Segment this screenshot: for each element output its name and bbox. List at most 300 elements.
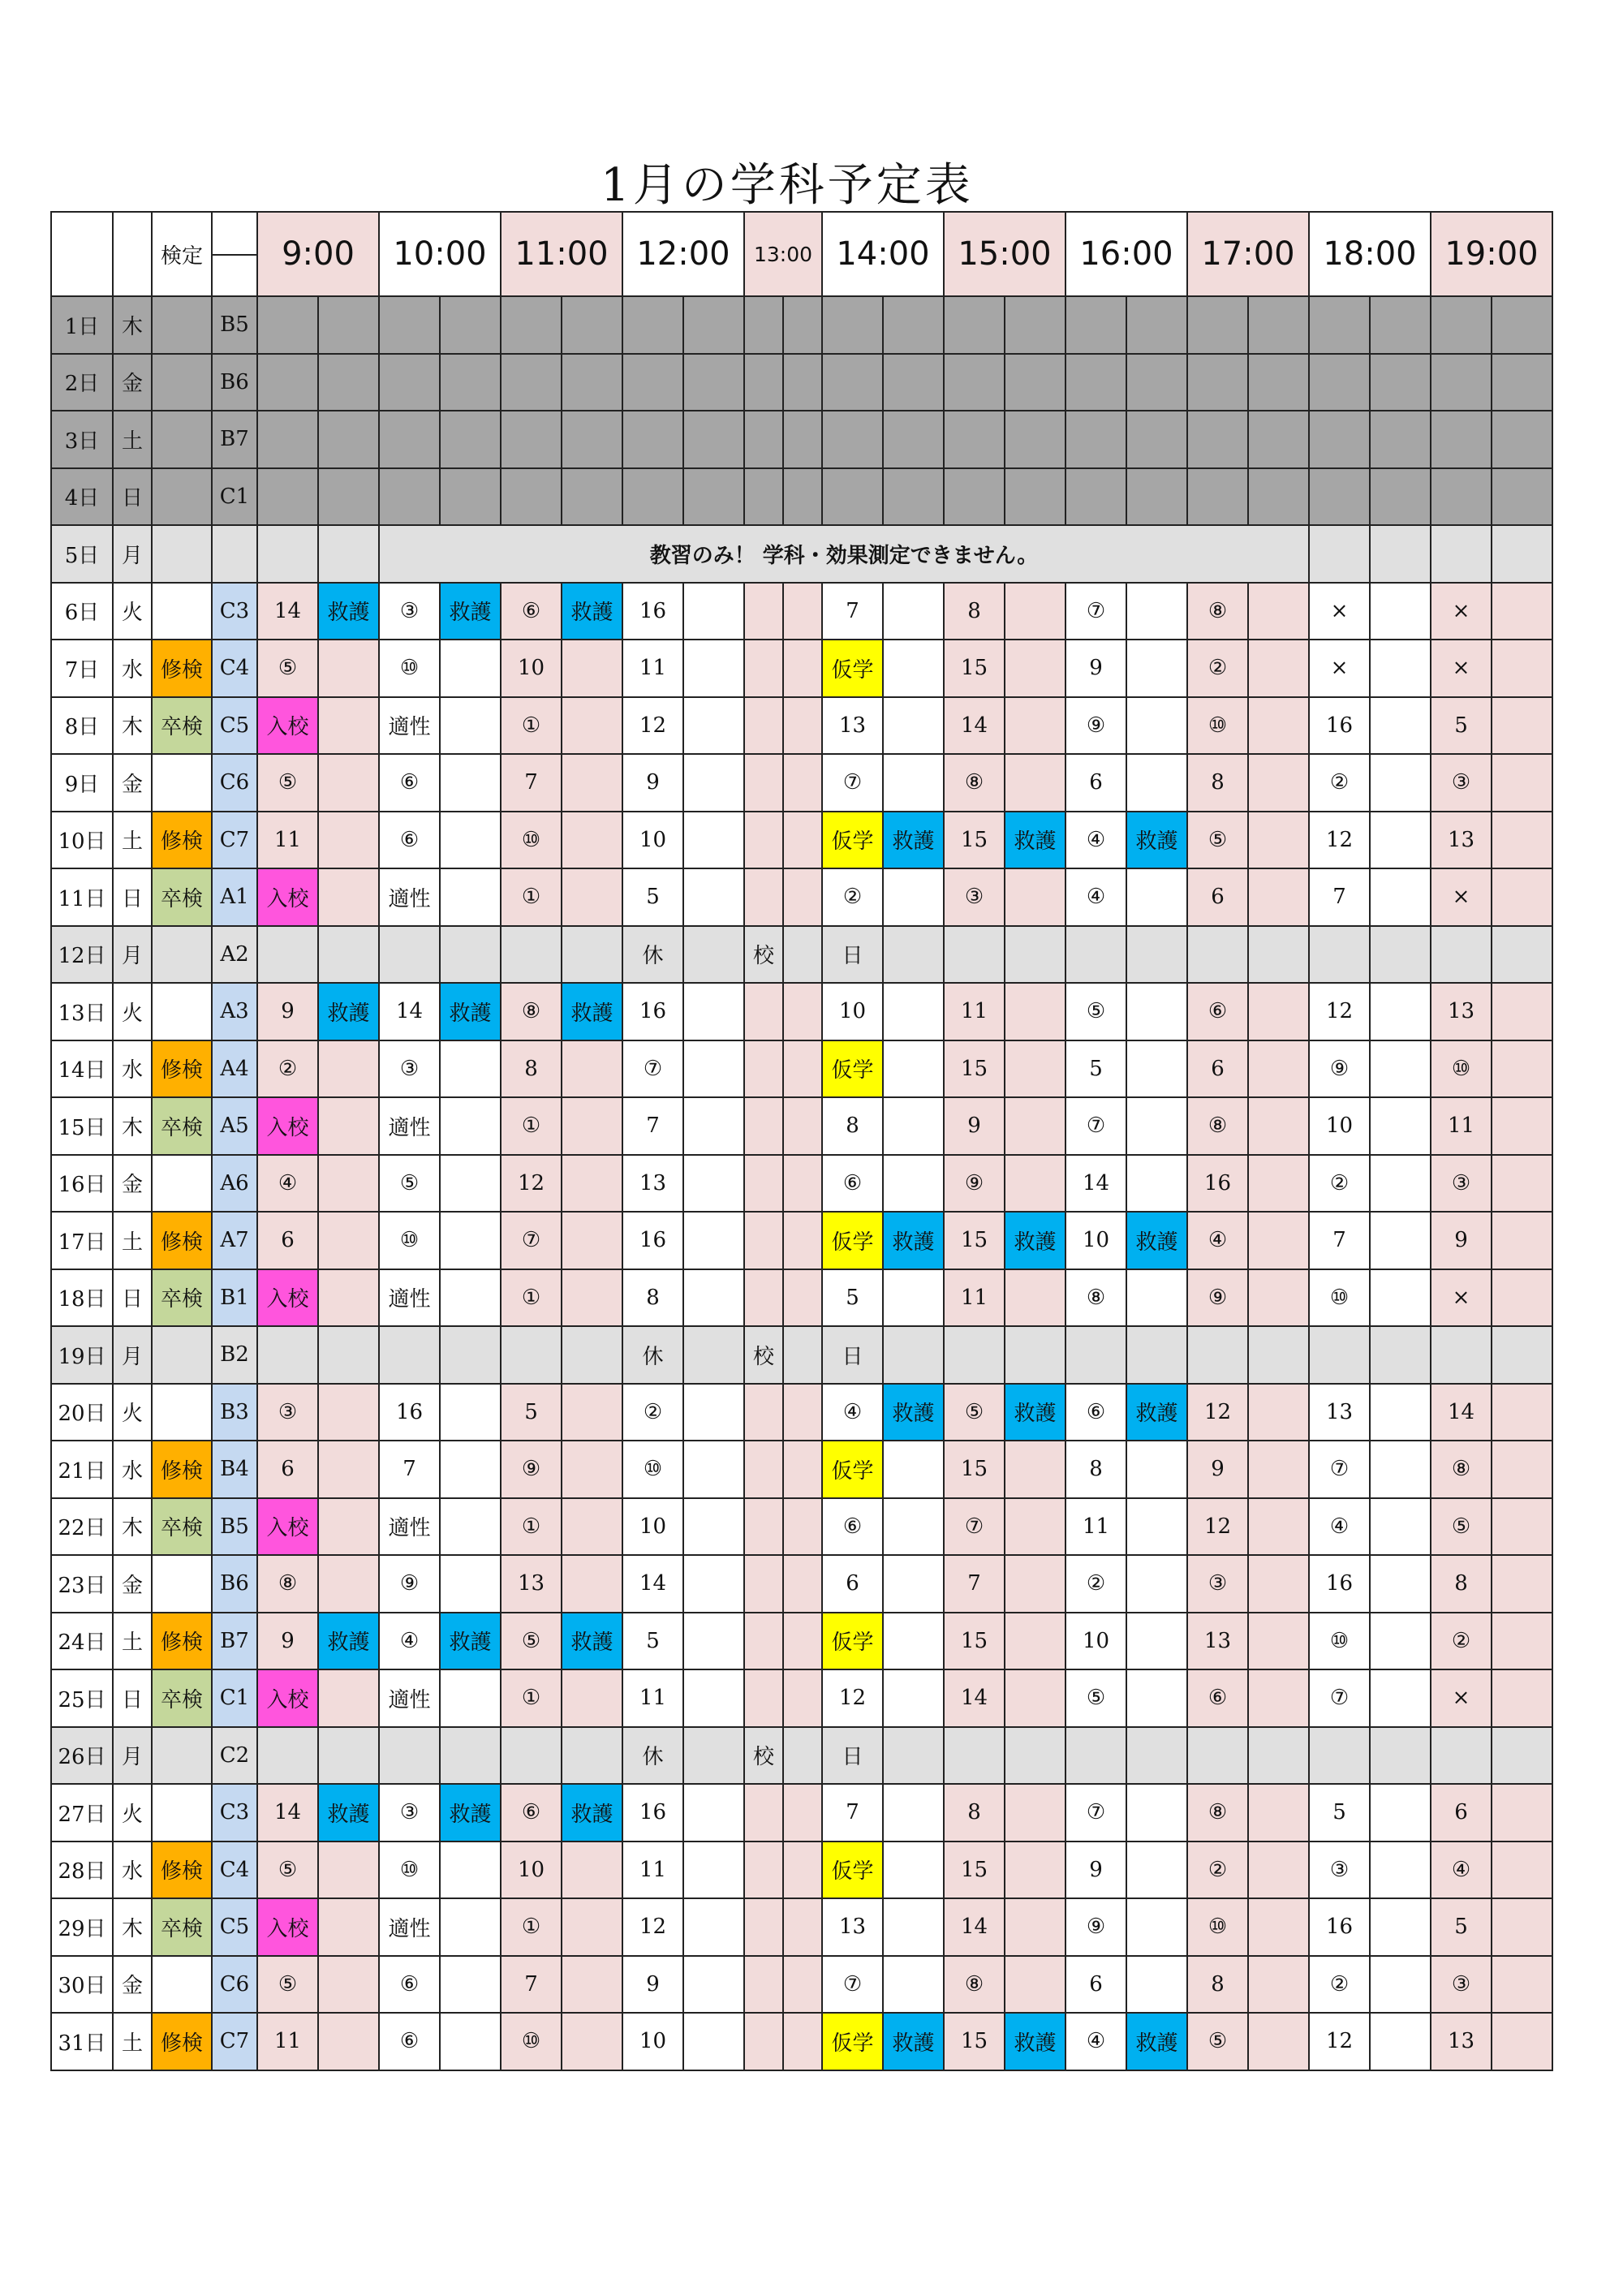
slot-cell (318, 1269, 379, 1327)
slot-cell (440, 1040, 501, 1098)
slot-cell: 6 (822, 1555, 883, 1613)
slot-cell: 16 (1309, 1555, 1370, 1613)
slot-cell: ⑤ (379, 1155, 440, 1213)
kentei-cell (152, 1326, 212, 1384)
slot-cell (1370, 1212, 1431, 1269)
weekday-cell: 金 (113, 354, 152, 411)
slot-cell (379, 926, 440, 984)
date-cell: 9日 (51, 754, 113, 812)
day-row (51, 1842, 1552, 1899)
slot-cell (783, 296, 822, 354)
slot-cell: 救護 (440, 1613, 501, 1670)
slot-cell: 15 (944, 812, 1005, 869)
slot-cell: ⑥ (379, 754, 440, 812)
slot-cell: ⑤ (1431, 1498, 1492, 1556)
slot-cell (1126, 983, 1187, 1040)
slot-cell (440, 1842, 501, 1899)
slot-cell: ② (1187, 1842, 1248, 1899)
kentei-cell: 修検 (152, 1441, 212, 1498)
slot-cell: ⑩ (379, 1842, 440, 1899)
slot-cell: ⑤ (1187, 812, 1248, 869)
slot-cell: ② (1309, 1155, 1370, 1213)
weekday-cell: 月 (113, 1727, 152, 1785)
slot-cell (562, 1212, 622, 1269)
date-cell: 19日 (51, 1326, 113, 1384)
slot-cell: 入校 (257, 1898, 318, 1956)
slot-cell (1126, 926, 1187, 984)
slot-cell (1126, 868, 1187, 926)
slot-cell (1005, 697, 1065, 755)
slot-cell (883, 296, 944, 354)
slot-cell: ⑧ (1187, 1784, 1248, 1842)
slot-cell (1431, 296, 1492, 354)
slot-cell (783, 812, 822, 869)
slot-cell (440, 1669, 501, 1727)
date-cell: 13日 (51, 983, 113, 1040)
slot-cell: 8 (1187, 754, 1248, 812)
slot-cell (1126, 411, 1187, 468)
slot-cell (1370, 525, 1431, 583)
slot-cell (883, 868, 944, 926)
kentei-cell (152, 754, 212, 812)
slot-cell: 8 (501, 1040, 562, 1098)
day-row (51, 926, 1552, 984)
slot-cell (440, 1441, 501, 1498)
slot-cell: 入校 (257, 1097, 318, 1155)
slot-cell (501, 1326, 562, 1384)
slot-cell: 5 (1431, 697, 1492, 755)
slot-cell (318, 1498, 379, 1556)
slot-cell: 8 (622, 1269, 683, 1327)
slot-cell (1005, 296, 1065, 354)
slot-cell: 11 (257, 812, 318, 869)
day-row (51, 354, 1552, 411)
slot-cell (440, 1956, 501, 2014)
slot-cell: ⑤ (944, 1384, 1005, 1441)
slot-cell (1492, 1326, 1552, 1384)
slot-cell (379, 1727, 440, 1785)
slot-cell: 15 (944, 640, 1005, 697)
time-header-13: 13:00 (744, 212, 822, 296)
slot-cell: 救護 (883, 1384, 944, 1441)
slot-cell: 救護 (1005, 2013, 1065, 2070)
slot-cell (883, 983, 944, 1040)
slot-cell (883, 1155, 944, 1213)
slot-cell: ⑤ (257, 754, 318, 812)
slot-cell (1370, 983, 1431, 1040)
date-cell: 5日 (51, 525, 113, 583)
slot-cell: 9 (622, 1956, 683, 2014)
slot-cell: 12 (1309, 2013, 1370, 2070)
slot-cell (1370, 1498, 1431, 1556)
slot-cell: ⑤ (1065, 1669, 1126, 1727)
weekday-cell: 火 (113, 1784, 152, 1842)
slot-cell (562, 868, 622, 926)
slot-cell (883, 926, 944, 984)
course-cell: B4 (212, 1441, 257, 1498)
kentei-cell: 卒検 (152, 868, 212, 926)
slot-cell: 7 (501, 754, 562, 812)
slot-cell: ⑥ (379, 1956, 440, 2014)
slot-cell: 13 (822, 1898, 883, 1956)
slot-cell (1065, 468, 1126, 526)
slot-cell (1370, 1898, 1431, 1956)
slot-cell (1248, 583, 1309, 640)
weekday-cell: 火 (113, 583, 152, 640)
course-cell: B3 (212, 1384, 257, 1441)
slot-cell (1248, 1727, 1309, 1785)
slot-cell (318, 1727, 379, 1785)
slot-cell (783, 1669, 822, 1727)
slot-cell (822, 354, 883, 411)
slot-cell (783, 1040, 822, 1098)
day-row (51, 525, 1552, 583)
day-row (51, 1498, 1552, 1556)
slot-cell (562, 1956, 622, 2014)
slot-cell: 11 (944, 983, 1005, 1040)
slot-cell: 救護 (1126, 1384, 1187, 1441)
header-day-cell (51, 212, 113, 296)
slot-cell (257, 296, 318, 354)
slot-cell (1126, 1555, 1187, 1613)
weekday-cell: 木 (113, 1498, 152, 1556)
slot-cell: 6 (257, 1441, 318, 1498)
slot-cell (622, 354, 683, 411)
slot-cell (744, 1441, 783, 1498)
course-cell: C3 (212, 1784, 257, 1842)
slot-cell (440, 1498, 501, 1556)
slot-cell (783, 1842, 822, 1899)
slot-cell (783, 583, 822, 640)
slot-cell (822, 468, 883, 526)
course-cell: A5 (212, 1097, 257, 1155)
slot-cell (683, 1212, 744, 1269)
slot-cell (1005, 411, 1065, 468)
slot-cell (318, 296, 379, 354)
slot-cell (744, 1784, 783, 1842)
weekday-cell: 土 (113, 1613, 152, 1670)
kentei-cell (152, 1956, 212, 2014)
slot-cell (562, 1097, 622, 1155)
slot-cell (440, 296, 501, 354)
slot-cell: 9 (1187, 1441, 1248, 1498)
slot-cell: 14 (944, 1898, 1005, 1956)
slot-cell (1370, 1842, 1431, 1899)
date-cell: 4日 (51, 468, 113, 526)
slot-cell (562, 2013, 622, 2070)
slot-cell (1248, 1842, 1309, 1899)
slot-cell: 12 (822, 1669, 883, 1727)
date-cell: 31日 (51, 2013, 113, 2070)
slot-cell: 11 (1431, 1097, 1492, 1155)
header-weekday-cell (113, 212, 152, 296)
slot-cell (883, 1097, 944, 1155)
slot-cell (562, 1898, 622, 1956)
slot-cell (1248, 1441, 1309, 1498)
slot-cell: 救護 (883, 2013, 944, 2070)
kentei-cell (152, 525, 212, 583)
date-cell: 1日 (51, 296, 113, 354)
slot-cell: 日 (822, 1727, 883, 1785)
slot-cell: 救護 (440, 583, 501, 640)
slot-cell (883, 1555, 944, 1613)
slot-cell (783, 868, 822, 926)
slot-cell (440, 1326, 501, 1384)
slot-cell (1005, 1441, 1065, 1498)
slot-cell (1492, 1842, 1552, 1899)
slot-cell (744, 640, 783, 697)
slot-cell: ③ (257, 1384, 318, 1441)
slot-cell (1492, 411, 1552, 468)
slot-cell (744, 1498, 783, 1556)
date-cell: 2日 (51, 354, 113, 411)
slot-cell (944, 468, 1005, 526)
slot-cell (1126, 1784, 1187, 1842)
slot-cell (683, 1842, 744, 1899)
slot-cell (683, 354, 744, 411)
slot-cell (883, 583, 944, 640)
slot-cell: 5 (822, 1269, 883, 1327)
slot-cell (683, 1097, 744, 1155)
slot-cell (1370, 868, 1431, 926)
slot-cell (683, 1498, 744, 1556)
slot-cell (683, 296, 744, 354)
slot-cell: ④ (1065, 812, 1126, 869)
slot-cell: ⑥ (379, 812, 440, 869)
slot-cell: ④ (1309, 1498, 1370, 1556)
slot-cell: ⑦ (944, 1498, 1005, 1556)
slot-cell (562, 1155, 622, 1213)
slot-cell (1065, 1326, 1126, 1384)
date-cell: 7日 (51, 640, 113, 697)
slot-cell (1248, 1784, 1309, 1842)
date-cell: 12日 (51, 926, 113, 984)
course-cell: B2 (212, 1326, 257, 1384)
slot-cell (622, 468, 683, 526)
course-cell: B7 (212, 1613, 257, 1670)
slot-cell (562, 1555, 622, 1613)
slot-cell (883, 697, 944, 755)
slot-cell (1492, 1956, 1552, 2014)
slot-cell (683, 1269, 744, 1327)
slot-cell (1370, 1613, 1431, 1670)
slot-cell (1431, 926, 1492, 984)
date-cell: 16日 (51, 1155, 113, 1213)
course-cell: C4 (212, 1842, 257, 1899)
slot-cell (1492, 468, 1552, 526)
slot-cell (1492, 983, 1552, 1040)
slot-cell: 救護 (1005, 1212, 1065, 1269)
slot-cell (440, 1269, 501, 1327)
slot-cell: ⑩ (379, 640, 440, 697)
date-cell: 29日 (51, 1898, 113, 1956)
slot-cell (318, 1097, 379, 1155)
slot-cell (883, 1727, 944, 1785)
slot-cell: 13 (1309, 1384, 1370, 1441)
slot-cell: ⑦ (1065, 1784, 1126, 1842)
kentei-cell (152, 354, 212, 411)
slot-cell: 16 (379, 1384, 440, 1441)
slot-cell (1005, 354, 1065, 411)
slot-cell: 5 (1065, 1040, 1126, 1098)
day-row (51, 1269, 1552, 1327)
slot-cell (1005, 983, 1065, 1040)
slot-cell (1370, 1555, 1431, 1613)
slot-cell (1248, 868, 1309, 926)
slot-cell (783, 1155, 822, 1213)
weekday-cell: 金 (113, 1555, 152, 1613)
slot-cell: 16 (1309, 1898, 1370, 1956)
slot-cell (883, 640, 944, 697)
slot-cell (1309, 1326, 1370, 1384)
slot-cell (1005, 640, 1065, 697)
slot-cell (1005, 1040, 1065, 1098)
slot-cell: 13 (501, 1555, 562, 1613)
slot-cell (1005, 468, 1065, 526)
course-cell: B5 (212, 1498, 257, 1556)
slot-cell: × (1431, 640, 1492, 697)
slot-cell: ⑦ (1309, 1669, 1370, 1727)
slot-cell (562, 296, 622, 354)
slot-cell (1248, 1498, 1309, 1556)
slot-cell: ⑩ (501, 2013, 562, 2070)
slot-cell (944, 296, 1005, 354)
slot-cell: 5 (622, 868, 683, 926)
slot-cell: 7 (822, 583, 883, 640)
slot-cell: 適性 (379, 1669, 440, 1727)
course-cell: A2 (212, 926, 257, 984)
slot-cell (1370, 1669, 1431, 1727)
slot-cell (379, 354, 440, 411)
slot-cell (744, 983, 783, 1040)
slot-cell (440, 1155, 501, 1213)
slot-cell (1492, 1669, 1552, 1727)
slot-cell (1065, 296, 1126, 354)
slot-cell (1065, 1727, 1126, 1785)
slot-cell (1370, 1784, 1431, 1842)
header-course-cell (212, 212, 257, 296)
slot-cell (622, 411, 683, 468)
slot-cell (1126, 354, 1187, 411)
slot-cell (683, 926, 744, 984)
weekday-cell: 水 (113, 1842, 152, 1899)
slot-cell (1005, 1898, 1065, 1956)
schedule-table (50, 211, 1553, 2071)
slot-cell (1492, 754, 1552, 812)
slot-cell (683, 583, 744, 640)
slot-cell: 休 (622, 1727, 683, 1785)
slot-cell (744, 812, 783, 869)
slot-cell (1370, 583, 1431, 640)
time-header-19: 19:00 (1431, 212, 1552, 296)
slot-cell (1492, 1555, 1552, 1613)
slot-cell: ⑥ (822, 1498, 883, 1556)
slot-cell: 7 (1309, 1212, 1370, 1269)
weekday-cell: 土 (113, 812, 152, 869)
slot-cell: ⑦ (1065, 583, 1126, 640)
slot-cell (1248, 1155, 1309, 1213)
slot-cell: 9 (944, 1097, 1005, 1155)
slot-cell (562, 812, 622, 869)
slot-cell (1126, 640, 1187, 697)
time-header-16: 16:00 (1065, 212, 1187, 296)
course-cell: A6 (212, 1155, 257, 1213)
slot-cell: 7 (822, 1784, 883, 1842)
slot-cell: 9 (1065, 640, 1126, 697)
slot-cell (318, 1384, 379, 1441)
slot-cell (1126, 1613, 1187, 1670)
slot-cell (744, 1898, 783, 1956)
slot-cell: 14 (257, 583, 318, 640)
slot-cell: 10 (622, 2013, 683, 2070)
slot-cell (1492, 926, 1552, 984)
course-cell: C4 (212, 640, 257, 697)
slot-cell (440, 926, 501, 984)
slot-cell: 仮学 (822, 1842, 883, 1899)
slot-cell: 14 (1431, 1384, 1492, 1441)
slot-cell (562, 1842, 622, 1899)
slot-cell: 救護 (883, 1212, 944, 1269)
slot-cell (440, 754, 501, 812)
weekday-cell: 水 (113, 1040, 152, 1098)
slot-cell: ⑥ (822, 1155, 883, 1213)
slot-cell: 11 (257, 2013, 318, 2070)
kentei-cell (152, 983, 212, 1040)
slot-cell (318, 1441, 379, 1498)
date-cell: 17日 (51, 1212, 113, 1269)
slot-cell (783, 754, 822, 812)
kentei-cell: 卒検 (152, 1669, 212, 1727)
slot-cell: 適性 (379, 1498, 440, 1556)
slot-cell (379, 296, 440, 354)
slot-cell (883, 1613, 944, 1670)
slot-cell: ⑩ (1309, 1613, 1370, 1670)
time-header-18: 18:00 (1309, 212, 1431, 296)
slot-cell: 7 (944, 1555, 1005, 1613)
slot-cell (318, 1155, 379, 1213)
slot-cell: 7 (501, 1956, 562, 2014)
kentei-cell (152, 1155, 212, 1213)
time-header-10: 10:00 (379, 212, 501, 296)
slot-cell: 10 (501, 1842, 562, 1899)
notice-message: 教習のみ！ 学科・効果測定できません。 (379, 525, 1309, 583)
slot-cell (1187, 1326, 1248, 1384)
kentei-cell: 修検 (152, 1212, 212, 1269)
slot-cell (562, 1269, 622, 1327)
slot-cell: 11 (944, 1269, 1005, 1327)
slot-cell: ② (1065, 1555, 1126, 1613)
slot-cell (783, 354, 822, 411)
slot-cell: ⑥ (379, 2013, 440, 2070)
slot-cell (562, 354, 622, 411)
slot-cell (1248, 1555, 1309, 1613)
slot-cell (318, 1555, 379, 1613)
slot-cell (501, 354, 562, 411)
slot-cell: 救護 (883, 812, 944, 869)
date-cell: 28日 (51, 1842, 113, 1899)
slot-cell (318, 754, 379, 812)
date-cell: 15日 (51, 1097, 113, 1155)
slot-cell (1370, 697, 1431, 755)
slot-cell (1126, 1441, 1187, 1498)
slot-cell: 入校 (257, 1498, 318, 1556)
course-cell: C5 (212, 697, 257, 755)
slot-cell: 校 (744, 1326, 783, 1384)
slot-cell: 9 (1065, 1842, 1126, 1899)
slot-cell: ⑦ (822, 1956, 883, 2014)
slot-cell (783, 1784, 822, 1842)
slot-cell: ① (501, 1669, 562, 1727)
